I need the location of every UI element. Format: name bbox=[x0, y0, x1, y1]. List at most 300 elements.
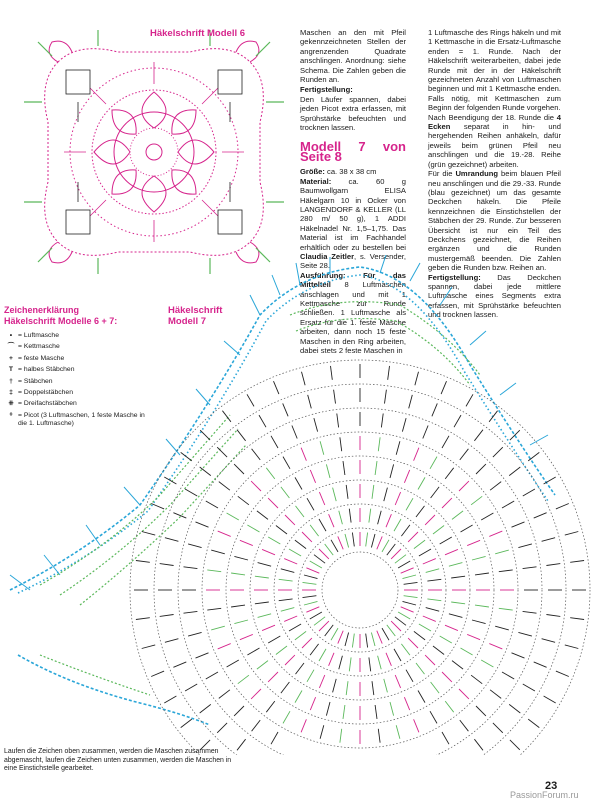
stitch-mark bbox=[281, 682, 290, 693]
stitch-mark bbox=[509, 467, 520, 476]
stitch-mark bbox=[467, 634, 480, 639]
stitch-mark bbox=[452, 511, 463, 520]
stitch-mark bbox=[427, 599, 441, 601]
stitch-mark bbox=[268, 537, 280, 544]
stitch-mark bbox=[276, 646, 287, 655]
stitch-mark bbox=[425, 515, 435, 525]
stitch-mark bbox=[371, 534, 375, 548]
stitch-mark bbox=[325, 544, 334, 555]
stitch-mark bbox=[258, 614, 272, 618]
stitch-mark bbox=[471, 675, 482, 684]
stitch-mark bbox=[295, 477, 302, 489]
model6-chart-title: Häkelschrift Modell 6 bbox=[150, 28, 246, 39]
stitch-mark bbox=[391, 549, 401, 559]
stitch-mark bbox=[403, 575, 417, 579]
stitch-mark bbox=[184, 611, 198, 613]
material-supplier: Claudia Zeitler bbox=[300, 251, 355, 261]
stitch-mark bbox=[283, 403, 288, 416]
stitch-mark bbox=[495, 626, 509, 630]
stitch-mark bbox=[402, 418, 406, 432]
stitch-mark bbox=[340, 437, 342, 451]
stitch-mark bbox=[546, 564, 560, 566]
stitch-mark bbox=[404, 596, 418, 598]
stitch-mark bbox=[319, 519, 326, 531]
stitch-mark bbox=[390, 702, 394, 716]
stitch-mark bbox=[352, 533, 354, 547]
stitch-mark bbox=[423, 616, 436, 621]
stitch-mark bbox=[395, 675, 400, 688]
stitch-mark bbox=[234, 464, 244, 474]
stitch-mark bbox=[320, 725, 324, 739]
model7-chart-title-1: Häkelschrift bbox=[168, 305, 223, 316]
stitch-mark bbox=[200, 704, 211, 713]
stitch-mark bbox=[319, 675, 324, 688]
stitch-mark bbox=[474, 430, 483, 441]
stitch-mark bbox=[459, 689, 469, 699]
stitch-mark bbox=[292, 426, 297, 439]
stitch-mark bbox=[384, 488, 388, 502]
stitch-mark bbox=[333, 679, 337, 693]
stitch-mark bbox=[349, 509, 351, 523]
stitch-mark bbox=[251, 689, 261, 699]
stitch-mark bbox=[343, 461, 345, 475]
stitch-mark bbox=[349, 657, 351, 671]
stitch-mark bbox=[461, 648, 473, 655]
stitch-mark bbox=[320, 441, 324, 455]
work-bold: Für das Mittelteil bbox=[300, 270, 406, 290]
stitch-mark bbox=[388, 366, 390, 380]
stitch-mark bbox=[319, 549, 329, 559]
stitch-mark bbox=[234, 556, 248, 560]
stitch-mark bbox=[426, 608, 440, 612]
stitch-mark bbox=[331, 628, 338, 640]
stitch-mark bbox=[509, 704, 520, 713]
stitch-mark bbox=[217, 723, 227, 733]
stitch-mark bbox=[207, 570, 221, 572]
stitch-mark bbox=[565, 645, 579, 649]
stitch-mark bbox=[268, 636, 280, 643]
stitch-mark bbox=[284, 616, 297, 621]
stitch-mark bbox=[196, 522, 209, 527]
stitch-mark bbox=[476, 464, 486, 474]
stitch-mark bbox=[271, 436, 278, 448]
stitch-mark bbox=[390, 464, 394, 478]
stitch-mark bbox=[512, 522, 525, 527]
stitch-mark bbox=[283, 457, 290, 469]
right-text-2a: Nach Beendigung der 18. Runde die bbox=[428, 112, 557, 122]
material-label: Material: bbox=[300, 176, 332, 186]
stitch-mark bbox=[366, 634, 368, 648]
stitch-mark bbox=[337, 414, 339, 428]
stitch-mark bbox=[433, 646, 444, 655]
legend-text: = Kettmasche bbox=[18, 343, 60, 351]
stitch-mark bbox=[334, 390, 336, 404]
stitch-mark bbox=[274, 381, 279, 394]
stitch-mark bbox=[184, 567, 198, 569]
stitch-mark bbox=[385, 390, 387, 404]
stitch-mark bbox=[445, 701, 454, 712]
stitch-mark bbox=[306, 568, 319, 573]
stitch-mark bbox=[371, 633, 375, 647]
stitch-mark bbox=[310, 525, 319, 536]
stitch-mark bbox=[295, 540, 306, 549]
stitch-mark bbox=[534, 513, 547, 518]
stitch-mark bbox=[308, 395, 312, 409]
stitch-mark bbox=[227, 660, 239, 667]
stitch-mark bbox=[151, 671, 164, 676]
stitch-mark bbox=[160, 615, 174, 617]
stitch-mark bbox=[326, 464, 330, 478]
stitch-mark bbox=[289, 549, 301, 556]
stitch-mark bbox=[382, 628, 389, 640]
stitch-mark bbox=[489, 531, 502, 536]
stitch-mark bbox=[369, 509, 371, 523]
stitch-mark bbox=[426, 569, 440, 573]
stitch-mark bbox=[303, 582, 317, 584]
stitch-mark bbox=[396, 441, 400, 455]
stitch-mark bbox=[414, 719, 419, 732]
stitch-mark bbox=[285, 655, 295, 665]
stitch-mark bbox=[237, 430, 246, 441]
stitch-mark bbox=[326, 702, 330, 716]
stitch-mark bbox=[395, 555, 406, 564]
stitch-mark bbox=[268, 498, 278, 508]
stitch-mark bbox=[430, 457, 437, 469]
stitch-mark bbox=[395, 617, 406, 626]
stitch-mark bbox=[345, 534, 349, 548]
stitch-mark bbox=[493, 723, 503, 733]
stitch-mark bbox=[252, 449, 261, 460]
stitch-mark bbox=[252, 720, 261, 731]
stitch-mark bbox=[570, 618, 584, 620]
stitch-mark bbox=[301, 719, 306, 732]
stitch-mark bbox=[445, 625, 458, 630]
stitch-mark bbox=[314, 555, 325, 564]
right-text-3b: Umrandung bbox=[455, 169, 499, 179]
stitch-mark bbox=[271, 732, 278, 744]
stitch-mark bbox=[472, 620, 486, 624]
stitch-mark bbox=[173, 662, 186, 667]
stitch-mark bbox=[440, 636, 452, 643]
stitch-mark bbox=[234, 620, 248, 624]
stitch-mark bbox=[556, 504, 569, 509]
stitch-mark bbox=[384, 679, 388, 693]
stitch-mark bbox=[542, 538, 556, 542]
stitch-mark bbox=[461, 525, 473, 532]
stitch-mark bbox=[432, 403, 437, 416]
stitch-mark bbox=[378, 437, 380, 451]
watermark: PassionForum.ru bbox=[510, 790, 579, 800]
stitch-mark bbox=[185, 684, 197, 691]
stitch-mark bbox=[268, 672, 278, 682]
stitch-mark bbox=[339, 511, 343, 525]
model7-chart-title-2: Modell 7 bbox=[168, 316, 207, 327]
legend-text: = Doppelstäbchen bbox=[18, 389, 73, 397]
stitch-mark bbox=[401, 644, 410, 655]
stitch-mark bbox=[372, 485, 374, 499]
stitch-mark bbox=[329, 653, 334, 666]
model7-chart-svg bbox=[0, 255, 600, 755]
stitch-mark bbox=[262, 549, 275, 554]
stitch-mark bbox=[499, 608, 513, 610]
stitch-mark bbox=[310, 612, 322, 619]
stitch-mark bbox=[219, 690, 230, 699]
stitch-mark bbox=[546, 615, 560, 617]
stitch-mark bbox=[445, 468, 454, 479]
stitch-mark bbox=[460, 720, 469, 731]
stitch-mark bbox=[377, 631, 382, 644]
stitch-mark bbox=[431, 487, 440, 498]
stitch-mark bbox=[408, 638, 418, 648]
stitch-mark bbox=[378, 656, 382, 670]
stitch-mark bbox=[218, 644, 231, 649]
stitch-mark bbox=[188, 544, 202, 548]
stitch-mark bbox=[217, 447, 227, 457]
stitch-mark bbox=[281, 569, 295, 573]
stitch-mark bbox=[495, 550, 509, 554]
stitch-mark bbox=[301, 448, 306, 461]
stitch-mark bbox=[544, 696, 556, 703]
stitch-mark bbox=[396, 725, 400, 739]
stitch-mark bbox=[319, 621, 329, 631]
stitch-mark bbox=[475, 573, 489, 575]
model6-chart-svg bbox=[18, 22, 290, 274]
stitch-mark bbox=[570, 561, 584, 563]
stitch-mark bbox=[381, 414, 383, 428]
stitch-mark bbox=[528, 452, 539, 461]
stitch-mark bbox=[319, 492, 324, 505]
stitch-mark bbox=[165, 538, 179, 542]
stitch-mark bbox=[414, 540, 425, 549]
stitch-mark bbox=[307, 498, 314, 510]
material-end: , s. Versender, Seite 28. bbox=[300, 251, 407, 271]
stitch-mark bbox=[418, 691, 425, 703]
stitch-mark bbox=[423, 559, 436, 564]
work-text: 8 Luftmaschen anschlagen und mit 1 Kettmasche zur Runde schließen. 1 Luftmasche als Ersatz für die 1. feste Masche arbeiten, dann noch 15 feste Maschen in den Ring arbeiten, dabei stets 2 feste Maschen in bbox=[300, 280, 406, 355]
model7-heading: Modell 7 von Seite 8 bbox=[300, 139, 406, 164]
stitch-mark bbox=[302, 638, 312, 648]
stitch-mark bbox=[442, 498, 452, 508]
stitch-mark bbox=[283, 711, 290, 723]
stitch-mark bbox=[188, 632, 202, 636]
stitch-mark bbox=[459, 481, 469, 491]
stitch-mark bbox=[310, 644, 319, 655]
stitch-mark bbox=[302, 532, 312, 542]
stitch-mark bbox=[476, 706, 486, 716]
stitch-mark bbox=[296, 663, 305, 674]
size-label: Größe: bbox=[300, 167, 325, 177]
stitch-mark bbox=[510, 740, 520, 750]
stitch-mark bbox=[211, 626, 225, 630]
stitch-mark bbox=[218, 531, 231, 536]
stitch-mark bbox=[419, 624, 431, 631]
stitch-mark bbox=[556, 671, 569, 676]
stitch-mark bbox=[518, 632, 532, 636]
stitch-mark bbox=[419, 549, 431, 556]
stitch-mark bbox=[391, 621, 401, 631]
stitch-mark bbox=[449, 563, 463, 567]
stitch-mark bbox=[314, 418, 318, 432]
right-text-3c: beim blauen Pfeil neu anschlingen und die 29.-33. Runde (blau gezeichnet) um das gesamte Deckchen häkeln. Die Pfeile kennzeichnen die Einstichstellen der Stäbchen der 29. Runde. Zur besseren Übersicht ist nur ein Teil des Deckchens gezeichnet, die Reihen ergänzen und die Runden mustergemäß beenden. Die Zahlen geben die Runden bzw. Reihen an. bbox=[428, 169, 561, 273]
stitch-mark bbox=[211, 550, 225, 554]
stitch-mark bbox=[281, 608, 295, 612]
stitch-mark bbox=[289, 624, 301, 631]
stitch-mark bbox=[406, 670, 413, 682]
page-number: 23 bbox=[545, 780, 558, 792]
stitch-mark bbox=[340, 729, 342, 743]
stitch-mark bbox=[565, 532, 579, 536]
stitch-mark bbox=[472, 556, 486, 560]
stitch-mark bbox=[302, 372, 306, 386]
stitch-mark bbox=[331, 540, 338, 552]
stitch-mark bbox=[165, 639, 179, 643]
right-text-2c: separat in hin- und hergehenden Reihen anhäkeln, dafür jeweils beim grünen Pfeil neu anschlingen und die 19.-28. Reihe (grün gezeichnet) arbeiten. bbox=[428, 122, 561, 169]
stitch-mark bbox=[474, 739, 483, 750]
stitch-mark bbox=[499, 570, 513, 572]
stitch-mark bbox=[433, 526, 444, 535]
stitch-mark bbox=[401, 568, 414, 573]
stitch-mark bbox=[310, 470, 315, 483]
stitch-mark bbox=[454, 415, 461, 427]
legend-text: = Dreifachstäbchen bbox=[18, 400, 77, 408]
stitch-mark bbox=[295, 631, 306, 640]
stitch-mark bbox=[181, 452, 192, 461]
chain-icon: • bbox=[9, 332, 13, 339]
stitch-mark bbox=[266, 468, 275, 479]
double-icon: † bbox=[9, 377, 13, 385]
material-text: ca. 60 g Baumwollgarn ELISA Häkelgarn 10 in Ocker von LANGENDORF & KELLER (LL 280 m/ 50 g), 1 ADDI Häkelnadel Nr. 1,5–1,75. Das Material ist im Fachhandel erhältlich oder zu bestellen bei bbox=[300, 176, 406, 252]
stitch-mark bbox=[136, 561, 150, 563]
stitch-mark bbox=[542, 639, 556, 643]
model7-chart bbox=[0, 255, 600, 755]
legend-title-2: Häkelschrift Modelle 6 + 7: bbox=[4, 316, 118, 326]
stitch-mark bbox=[333, 488, 337, 502]
model6-chart bbox=[18, 22, 290, 274]
single-crochet-icon: + bbox=[9, 354, 13, 362]
stitch-mark bbox=[304, 601, 318, 605]
stitch-mark bbox=[219, 482, 230, 491]
stitch-mark bbox=[234, 706, 244, 716]
right-finish-label: Fertigstellung: bbox=[428, 272, 481, 282]
stitch-mark bbox=[306, 607, 319, 612]
stitch-mark bbox=[401, 525, 410, 536]
stitch-mark bbox=[279, 579, 293, 581]
stitch-mark bbox=[262, 625, 275, 630]
stitch-mark bbox=[404, 470, 409, 483]
finish-text: Den Läufer spannen, dabei jeden Picot extra erfassen, mit Sprühstärke befeuchten und trocknen lassen. bbox=[300, 94, 406, 133]
stitch-mark bbox=[406, 498, 413, 510]
stitch-mark bbox=[200, 430, 210, 440]
stitch-mark bbox=[196, 653, 209, 658]
stitch-mark bbox=[403, 601, 417, 605]
stitch-mark bbox=[544, 477, 556, 484]
stitch-mark bbox=[441, 381, 446, 394]
legend-text: = Picot (3 Luftmaschen, 1 feste Masche in die 1. Luftmasche) bbox=[18, 411, 145, 428]
stitch-mark bbox=[386, 514, 391, 527]
stitch-mark bbox=[338, 536, 343, 549]
right-text-2b: 4 Ecken bbox=[428, 112, 561, 132]
stitch-mark bbox=[240, 634, 253, 639]
stitch-mark bbox=[475, 605, 489, 607]
stitch-mark bbox=[206, 501, 218, 508]
stitch-mark bbox=[369, 657, 371, 671]
stitch-mark bbox=[231, 605, 245, 607]
stitch-mark bbox=[377, 536, 382, 549]
stitch-mark bbox=[523, 684, 535, 691]
stitch-mark bbox=[325, 625, 334, 636]
stitch-mark bbox=[279, 599, 293, 601]
stitch-mark bbox=[451, 576, 465, 578]
finish-label: Fertigstellung: bbox=[300, 85, 353, 95]
stitch-mark bbox=[440, 537, 452, 544]
right-text-3a: Für die bbox=[428, 169, 456, 179]
stitch-mark bbox=[502, 672, 514, 679]
stitch-mark bbox=[181, 719, 192, 728]
stitch-mark bbox=[296, 506, 305, 517]
stitch-mark bbox=[258, 563, 272, 567]
stitch-mark bbox=[418, 477, 425, 489]
stitch-mark bbox=[409, 395, 413, 409]
right-text-1: 1 Luftmasche des Rings häkeln und mit 1 Kettmasche in die Ersatz-Luftmasche enden = 1. Runde. Nach der Häkelschrift weiterarbeiten, dabei jede Runde mit der in der Häkelschrift gezeichneten Anzahl von Luftmaschen beginnen und mit 1 Kettmasche enden. Falls nötig, mit Kettmaschen zum Beginn der folgenden Runde vorgehen. bbox=[428, 28, 561, 113]
stitch-mark bbox=[378, 729, 380, 743]
stitch-mark bbox=[142, 532, 156, 536]
stitch-mark bbox=[442, 732, 449, 744]
stitch-mark bbox=[251, 481, 261, 491]
stitch-mark bbox=[414, 631, 425, 640]
stitch-mark bbox=[160, 564, 174, 566]
stitch-mark bbox=[142, 645, 156, 649]
slip-stitch-icon: ⌒ bbox=[7, 343, 15, 351]
stitch-mark bbox=[414, 448, 419, 461]
treble-icon: ‡ bbox=[9, 389, 13, 397]
stitch-mark bbox=[528, 719, 539, 728]
stitch-mark bbox=[247, 394, 254, 406]
stitch-mark bbox=[395, 492, 400, 505]
stitch-mark bbox=[467, 540, 480, 545]
half-double-icon: T bbox=[8, 366, 14, 374]
legend-text: = feste Masche bbox=[18, 354, 65, 362]
stitch-mark bbox=[416, 506, 425, 517]
stitch-mark bbox=[423, 426, 428, 439]
stitch-mark bbox=[255, 602, 269, 604]
right-finish-text: Das Deckchen spannen, dabei jede mittlere Luftmasche eines Segments extra erfassen, mit Sprühstärke befeuchten und trocknen lassen. bbox=[428, 272, 561, 320]
stitch-mark bbox=[398, 612, 410, 619]
stitch-mark bbox=[387, 625, 396, 636]
stitch-mark bbox=[449, 614, 463, 618]
stitch-mark bbox=[310, 561, 322, 568]
stitch-mark bbox=[466, 394, 473, 406]
legend-title-1: Zeichenerklärung bbox=[4, 305, 80, 315]
middle-intro-text: Maschen an den mit Pfeil gekennzeichneten Stellen der angrenzenden Quadrate anschlingen. Anordnung: siehe Schema. Die Zahlen geben die Runden an. bbox=[300, 28, 406, 85]
stitch-mark bbox=[164, 696, 176, 703]
stitch-mark bbox=[227, 513, 239, 520]
stitch-mark bbox=[518, 544, 532, 548]
legend-text: = Stäbchen bbox=[18, 377, 53, 385]
stitch-mark bbox=[346, 681, 348, 695]
stitch-mark bbox=[240, 540, 253, 545]
stitch-mark bbox=[338, 631, 343, 644]
stitch-mark bbox=[200, 467, 211, 476]
footnote: Laufen die Zeichen oben zusammen, werden die Maschen zusammen abgemascht, laufen die Zeichen unten zusammen, werden die Maschen in eine Einstichstelle gearbeitet. bbox=[4, 748, 232, 773]
work-label: Ausführung: bbox=[300, 270, 346, 280]
stitch-mark bbox=[430, 711, 437, 723]
stitch-mark bbox=[372, 681, 374, 695]
stitch-mark bbox=[319, 649, 326, 661]
stitch-mark bbox=[257, 661, 268, 670]
stitch-mark bbox=[512, 653, 525, 658]
stitch-mark bbox=[375, 705, 377, 719]
stitch-mark bbox=[445, 549, 458, 554]
